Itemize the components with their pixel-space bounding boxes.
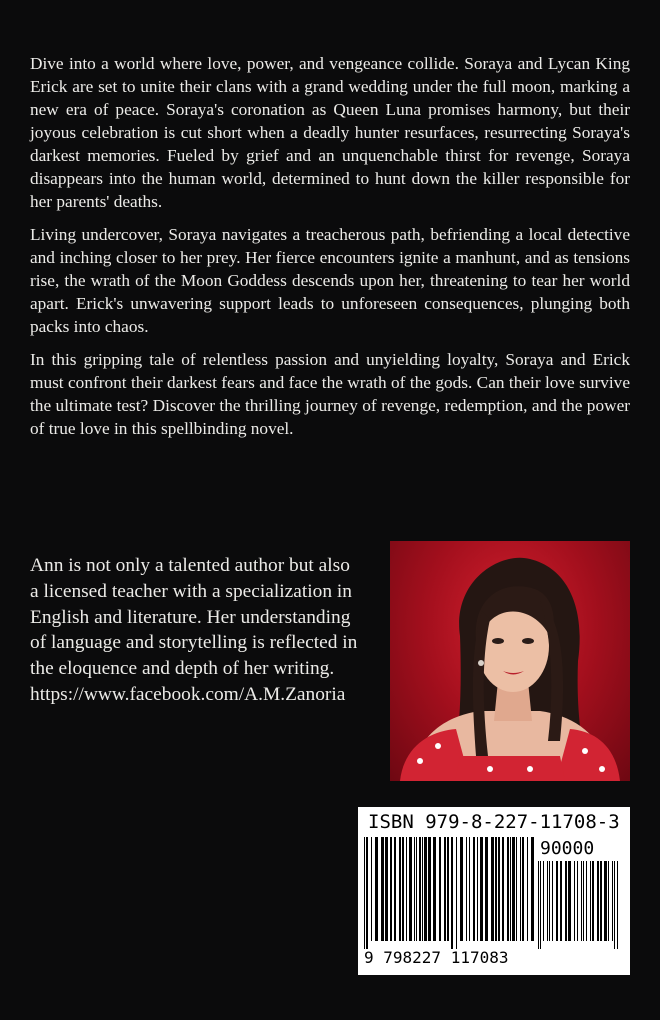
barcode-bar — [547, 861, 548, 941]
isbn-barcode — [358, 807, 630, 975]
barcode-bar — [590, 861, 591, 941]
price-addon-code: 90000 — [540, 838, 595, 859]
addon-bars — [538, 861, 622, 949]
barcode-bar — [597, 861, 599, 941]
barcode-bar — [371, 837, 372, 941]
barcode-bar — [375, 837, 378, 941]
barcode-bar — [416, 837, 417, 941]
barcode-bar — [543, 861, 544, 941]
barcode-bar — [516, 837, 517, 941]
barcode-bar — [381, 837, 384, 941]
barcode-bar — [424, 837, 427, 941]
barcode-bar — [520, 837, 521, 941]
barcode-bar — [364, 837, 365, 949]
barcode-bar — [540, 861, 541, 949]
barcode-bar — [414, 837, 415, 941]
barcode-bar — [522, 837, 524, 941]
author-bio-line: English and literature. Her understanding — [30, 606, 351, 628]
barcode-bar — [498, 837, 500, 941]
barcode-bar — [617, 861, 618, 949]
barcode-bar — [433, 837, 436, 941]
barcode-bar — [556, 861, 558, 941]
barcode-bar — [456, 837, 457, 949]
barcode-bar — [422, 837, 423, 941]
author-bio-line: the eloquence and depth of her writing. — [30, 658, 335, 680]
barcode-bar — [592, 861, 594, 941]
ean13-bars — [364, 837, 536, 949]
barcode-bar — [419, 837, 421, 941]
author-portrait-illustration — [390, 541, 630, 781]
barcode-bar — [527, 837, 528, 941]
barcode-bar — [560, 861, 562, 941]
barcode-bar — [612, 861, 613, 941]
barcode-bar — [399, 837, 401, 941]
ean-digits: 9 798227 117083 — [364, 948, 509, 967]
barcode-bar — [574, 861, 575, 941]
barcode-bar — [385, 837, 388, 941]
barcode-bar — [549, 861, 550, 941]
barcode-bar — [469, 837, 470, 941]
barcode-bar — [531, 837, 534, 941]
barcode-bar — [406, 837, 407, 941]
barcode-bar — [502, 837, 504, 941]
barcode-bar — [581, 861, 582, 941]
blurb-paragraph: Dive into a world where love, power, and vengeance collide. Soraya and Lycan King Erick are set to unite their clans with a grand wedding under the full moon, marking a new era of peace. Soraya's coronation as Queen Luna promises harmony, but their joyous celebration is cut short when a deadly hunter resurfaces, resurrecting Soraya's darkest memories. Fueled by grief and an unquenchable thirst for revenge, Soraya disappears into the human world, determined to hunt down the killer responsible for her parents' deaths. — [30, 54, 630, 211]
barcode-bar — [444, 837, 446, 941]
barcode-bar — [565, 861, 567, 941]
barcode-bar — [466, 837, 467, 941]
barcode-bar — [394, 837, 396, 941]
barcode-bar — [402, 837, 404, 941]
barcode-bar — [491, 837, 494, 941]
barcode-bar — [552, 861, 553, 941]
barcode-bar — [428, 837, 431, 941]
barcode-bar — [604, 861, 607, 941]
barcode-bar — [510, 837, 511, 941]
barcode-bar — [568, 861, 571, 941]
back-cover-blurb — [30, 52, 630, 450]
barcode-bar — [608, 861, 609, 941]
author-facebook-link: https://www.facebook.com/A.M.Zanoria — [30, 683, 346, 705]
isbn-label: ISBN 979-8-227-11708-3 — [368, 811, 620, 833]
barcode-bar — [495, 837, 497, 941]
barcode-bar — [477, 837, 478, 941]
barcode-bar — [583, 861, 584, 941]
barcode-bar — [485, 837, 488, 941]
author-bio — [30, 553, 380, 708]
barcode-bar — [614, 861, 615, 949]
barcode-bar — [586, 861, 587, 941]
author-bio-line: a licensed teacher with a specialization in — [30, 580, 352, 602]
barcode-bar — [366, 837, 368, 949]
barcode-bar — [460, 837, 463, 941]
author-photo — [390, 541, 630, 781]
barcode-bar — [577, 861, 578, 941]
blurb-paragraph: Living undercover, Soraya navigates a treacherous path, befriending a local detective and inching closer to her prey. Her fierce encounters ignite a manhunt, and as tensions rise, the wrath of the Moon Goddess descends upon her, threatening to tear her world apart. Erick's unwavering support leads to unforeseen consequences, plunging both packs into chaos. — [30, 225, 630, 336]
author-bio-line: of language and storytelling is reflected in — [30, 632, 358, 654]
barcode-bar — [507, 837, 509, 941]
barcode-bar — [409, 837, 412, 941]
barcode-bar — [451, 837, 453, 949]
barcode-bar — [473, 837, 475, 941]
barcode-bar — [447, 837, 449, 941]
author-bio-line: Ann is not only a talented author but also — [30, 555, 350, 576]
barcode-bar — [512, 837, 515, 941]
blurb-paragraph: In this gripping tale of relentless passion and unyielding loyalty, Soraya and Erick must confront their darkest fears and face the wrath of the gods. Can their love survive the ultimate test? Discover the thrilling journey of revenge, redemption, and the power of true love in this spellbinding novel. — [30, 350, 630, 438]
barcode-bar — [538, 861, 539, 949]
barcode-bar — [390, 837, 392, 941]
barcode-bar — [600, 861, 602, 941]
barcode-bar — [439, 837, 441, 941]
barcode-bar — [480, 837, 483, 941]
